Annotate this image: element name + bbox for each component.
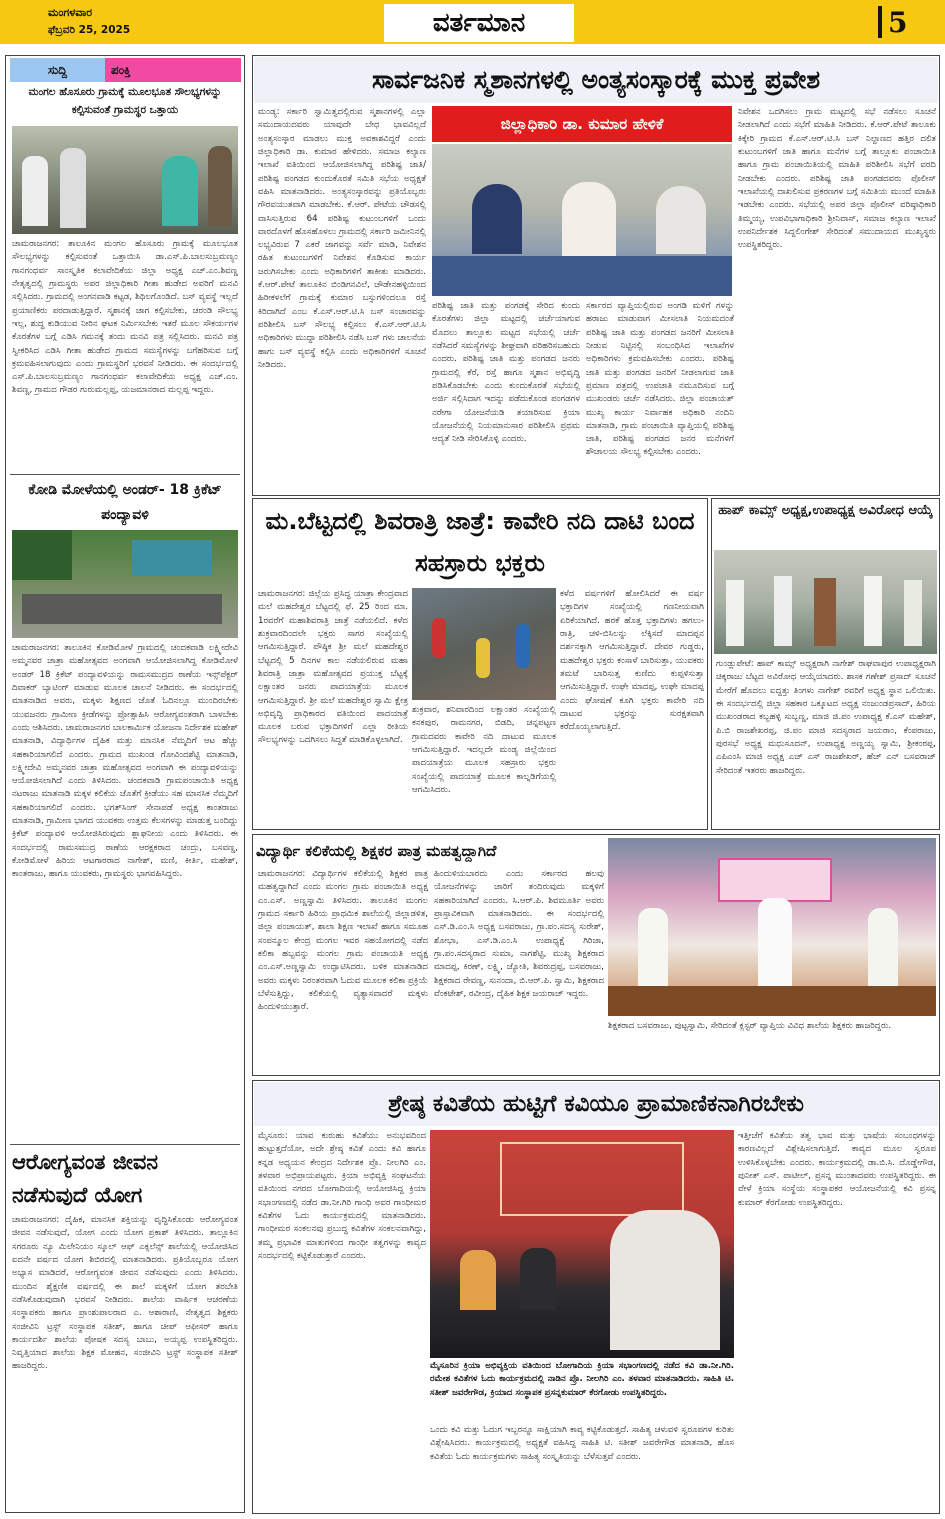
- poet-col1: ಮೈಸೂರು: ಯಾವ ಕುರುಹು ಕವಿತೆಯು ಅನುಭವದಿಂದ ಹುಟ್ಟುತ್ತದೆಯೋ, ಅದೇ ಶ್ರೇಷ್ಠ ಕವಿತೆ ಎಂದು ಕವಿ ಹಾಗೂ ಕನ್ನಡ ಅಧ್ಯಯನ ಕೇಂದ್ರದ ನಿರ್ದೇಶಕ ಪ್ರೊ. ನೀಲಗಿರಿ ಎಂ. ತಳವಾರ ಅಭಿಪ್ರಾಯಪಟ್ಟರು. ಕ್ರಿಯಾ ಅಭಿವ್ಯಕ್ತಿ ಸಂಘಟನೆಯ ವತಿಯಿಂದ ನಗರದ ಬೋಗಾದಿಯಲ್ಲಿ ಆಯೋಜಿಸಿದ್ದ ಕ್ರಿಯಾ ಸಭಾಂಗಣದಲ್ಲಿ ನಡೆದ ಡಾ.ನೀ.ಗಿರಿ ಗಾಂಧಿ ಅವರ ಗಾಂಧೀಮರ ಕವಿತೆಗಳ ಓದು ಕಾರ್ಯಕ್ರಮದಲ್ಲಿ ಮಾತನಾಡಿದರು. ಗಾಂಧೀಮರ ಸಂಕಲನವು ಪ್ರಬುದ್ಧ ಕವಿತೆಗಳ ಸಂಕಲನವಾಗಿದ್ದು, ತಮ್ಮ ಪ್ರಭಾವಿಕ ಮಾತುಗಳಿಂದ ಗಾಂಧೀ ತತ್ವಗಳನ್ನು ಕಾವ್ಯದ ಸಂದರ್ಭದಲ್ಲಿ ಕಟ್ಟಿಕೊಡುತ್ತಾರೆ ಎಂದರು.: [258, 1131, 426, 1261]
- jatre-photo: [412, 588, 556, 700]
- sidebar-divider-1: [10, 474, 240, 475]
- lead-badge: ಜಿಲ್ಲಾಧಿಕಾರಿ ಡಾ. ಕುಮಾರ ಹೇಳಿಕೆ: [432, 106, 732, 142]
- jatre-col1: ಚಾಮರಾಜನಗರ: ಜಿಲ್ಲೆಯ ಪ್ರಸಿದ್ಧ ಯಾತ್ರಾ ಕೇಂದ್ರವಾದ ಮಲೆ ಮಹದೇಶ್ವರ ಬೆಟ್ಟದಲ್ಲಿ ಫೆ. 25 ರಿಂದ ಮಾ. 1ರವರೆಗೆ ಮಹಾಶಿವರಾತ್ರಿ ಜಾತ್ರೆ ನಡೆಯಲಿದೆ. ಕಳೆದ ಶುಕ್ರವಾರದಿಂದಲೇ ಭಕ್ತರು ಸಾಗರ ಸಂಖ್ಯೆಯಲ್ಲಿ ಆಗಮಿಸುತ್ತಿದ್ದಾರೆ. ಪೌಷ್ಠಿಕ ಶ್ರೀ ಮಲೆ ಮಹದೇಶ್ವರ ಬೆಟ್ಟದಲ್ಲಿ 5 ದಿನಗಳ ಕಾಲ ನಡೆಯಲಿರುವ ಮಹಾ ಶಿವರಾತ್ರಿ ಜಾತ್ರಾ ಮಹೋತ್ಸವದ ಪ್ರಯುಕ್ತ ಬೆಟ್ಟಕ್ಕೆ ಲಕ್ಷಾಂತರ ಜನರು ಪಾದಯಾತ್ರೆಯ ಮೂಲಕ ಆಗಮಿಸುತ್ತಿದ್ದಾರೆ. ಶ್ರೀ ಮಲೆ ಮಹದೇಶ್ವರ ಸ್ವಾಮಿ ಕ್ಷೇತ್ರ ಅಭಿವೃದ್ಧಿ ಪ್ರಾಧಿಕಾರದ ವತಿಯಿಂದ ಪಾದಯಾತ್ರೆ ಮೂಲಕ ಬರುವ ಭಕ್ತಾದಿಗಳಿಗೆ ಎಲ್ಲಾ ರೀತಿಯ ಸೌಲಭ್ಯಗಳನ್ನು ಒದಗಿಸಲು ಸಿದ್ಧತೆ ಮಾಡಿಕೊಳ್ಳಲಾಗಿದೆ.: [258, 589, 408, 746]
- sidebar-story3-headline: ಆರೋಗ್ಯವಂತ ಜೀವನ ನಡೆಸುವುದೆ ಯೋಗ: [12, 1150, 159, 1207]
- lead-headline: ಸಾರ್ವಜನಿಕ ಸ್ಮಶಾನಗಳಲ್ಲಿ ಅಂತ್ಯಸಂಸ್ಕಾರಕ್ಕೆ ಮುಕ್ತ ಪ್ರವೇಶ: [254, 57, 938, 103]
- teacher-headline: ವಿದ್ಯಾರ್ಥಿ ಕಲಿಕೆಯಲ್ಲಿ ಶಿಕ್ಷಕರ ಪಾತ್ರ ಮಹತ್ವದ್ದಾಗಿದೆ: [256, 842, 497, 860]
- masthead-date: ಫೆಬ್ರವರಿ 25, 2025: [48, 24, 131, 36]
- page-number: 5: [888, 6, 908, 39]
- lead-col3: ಸರ್ಕಾರದ ವ್ಯಾಪ್ತಿಯಲ್ಲಿರುವ ಅಂಗಡಿ ಮಳಿಗೆ ಗಳನ್ನು ಹರಾಜು ಮಾಡುವಾಗ ಮೀಸಲಾತಿ ನಿಯಮದಂತೆ ಪರಿಶಿಷ್ಟ ಜಾತಿ ಮತ್ತು ಪಂಗಡದ ಜನರಿಗೆ ಮೀಸಲಾತಿ ನೀಡುವ ನಿಟ್ಟಿನಲ್ಲಿ ಸಂಬಂಧಿಸಿದ ಇಲಾಖೆಗಳ ಅಧಿಕಾರಿಗಳು ಕ್ರಮವಹಿಸಬೇಕು ಎಂದರು. ಪರಿಶಿಷ್ಟ ಜಾತಿ ಮತ್ತು ಪಂಗಡದ ಜನರಿಗೆ ನೀಡಲಾಗುವ ಜಾತಿ ಪ್ರಮಾಣ ಪತ್ರದಲ್ಲಿ ಉಪಜಾತಿ ನಮೂದಿಸುವ ಬಗ್ಗೆ ಮುಖಂಡರು ಚರ್ಚೆ ನಡೆಸಿದರು. ಜಿಲ್ಲಾ ಪಂಚಾಯತ್ ಮುಖ್ಯ ಕಾರ್ಯ ನಿರ್ವಾಹಕ ಅಧಿಕಾರಿ ನಂದಿನಿ ಮಾತನಾಡಿ, ಗ್ರಾಮ ಪಂಚಾಯಿತಿ ವ್ಯಾಪ್ತಿಯಲ್ಲಿ ಪರಿಶಿಷ್ಟ ಜಾತಿ, ಪರಿಶಿಷ್ಟ ಪಂಗಡದ ಜನರ ಮನೆಗಳಿಗೆ ಶೌಚಾಲಯ ಸೌಲಭ್ಯ ಕಲ್ಪಿಸಬೇಕು ಎಂದರು.: [586, 301, 734, 458]
- sidebar-story2-headline: ಕೋಡಿ ಮೋಳೆಯಲ್ಲಿ ಅಂಡರ್- 18 ಕ್ರಿಕೆಟ್ ಪಂದ್ಯಾವಳಿ: [28, 482, 222, 523]
- hopcoms-photo: [714, 550, 937, 654]
- teacher-caption: ಶಿಕ್ಷಕರಾದ ಬಸವರಾಜು, ಪುಟ್ಟಸ್ವಾಮಿ, ಸೇರಿದಂತೆ ಕ್ಲಸ್ಟರ್ ವ್ಯಾಪ್ತಿಯ ವಿವಿಧ ಶಾಲೆಯ ಶಿಕ್ಷಕರು ಹಾಜರಿದ್ದರು.: [608, 1021, 892, 1031]
- hopcoms-body: ಗುಂಡ್ಲುಪೇಟೆ: ಹಾಪ್ ಕಾಮ್ಸ್ ಅಧ್ಯಕ್ಷರಾಗಿ ನಾಗೇಶ್ ರಾಘವಾಪುರ ಉಪಾಧ್ಯಕ್ಷರಾಗಿ ಚಿಕ್ಕರಾಜು ಬೆಟ್ಟದ ಅವಿರೋಧ ಆಯ್ಕೆಯಾದರು. ಶಾಸಕ ಗಣೇಶ್ ಪ್ರಸಾದ್ ಸೂಚನೆ ಮೇರೆಗೆ ಹೊದಲು ಐದ್ದತ್ತು ತಿಂಗಳು ನಾಗೇಶ್ ರವರಿಗೆ ಅಧ್ಯಕ್ಷ ಸ್ಥಾನ ಒಲಿಯಿತು. ಈ ಸಂದರ್ಭದಲ್ಲಿ ಜಿಲ್ಲಾ ಸಹಕಾರ ಒಕ್ಕೂಟದ ಅಧ್ಯಕ್ಷ ನಂಜುಂಡಪ್ರಸಾದ್, ಹಿರಿಯ ಮುಖಂಡರಾದ ಕಬ್ಬಹಳ್ಳಿ ಸುಬ್ಬಣ್ಣ, ಮಾಜಿ ಜಿ.ಪಂ ಉಪಾಧ್ಯಕ್ಷ ಕೆ.ಎಸ್ ಮಹೇಶ್, ಪಿ.ಬಿ ರಾಜಶೇಖರಪ್ಪ, ಜಿ.ಪಂ ಮಾಜಿ ಸದಸ್ಯರಾದ ಜಯರಾಂ, ಕೆಂಪರಾಜು, ಪುರಸಭೆ ಅಧ್ಯಕ್ಷ ಮಧುಸೂದನ್, ಉಪಾಧ್ಯಕ್ಷ ಅಣ್ಣಯ್ಯ ಸ್ವಾಮಿ, ಶ್ರೀಕಂಠಪ್ಪ, ಎಪಿಎಂಸಿ ಮಾಜಿ ಅಧ್ಯಕ್ಷ ಎಚ್ ಎಸ್ ರಾಜಶೇಖರ್, ಹೆಚ್ ಎನ್ ಬಸವರಾಜ್ ಸೇರಿದಂತೆ ಇತರರು ಹಾಜರಿದ್ದರು.: [716, 659, 936, 776]
- sidebar-story1-photo: [12, 126, 238, 234]
- sidebar-divider-2: [10, 1144, 240, 1145]
- hopcoms-headline: ಹಾಪ್ ಕಾಮ್ಸ್ ಅಧ್ಯಕ್ಷ,ಉಪಾಧ್ಯಕ್ಷ ಅವಿರೋಧ ಆಯ್ಕೆ: [718, 503, 933, 518]
- sidebar-story2-body: ಚಾಮರಾಜನಗರ: ತಾಲೂಕಿನ ಕೋಡಿಮೋಳೆ ಗ್ರಾಮದಲ್ಲಿ ಚಂದಕವಾಡಿ ಲಕ್ಷ್ಮೀದೇವಿ ಅಮ್ಮನವರ ಜಾತ್ರಾ ಮಹೋತ್ಸವದ ಅಂಗವಾಗಿ ಆಯೋಜಿಸಲಾಗಿದ್ದ ಕೋಡಿಮೋಳೆ ಅಂಡರ್ 18 ಕ್ರಿಕೆಟ್ ಪಂದ್ಯಾವಳಿಯನ್ನು ರಾಮಸಮುದ್ರದ ಠಾಣೆಯ ಇನ್ಸ್‌ಪೆಕ್ಟರ್ ದಿವಾಕರ್ ಬ್ಯಾಟಿಂಗ್ ಮಾಡುವ ಮೂಲಕ ಚಾಲನೆ ನೀಡಿದರು. ಈ ಸಂದರ್ಭದಲ್ಲಿ ಮಾತನಾಡಿದ ಅವರು, ಮಕ್ಕಳು ಶಿಕ್ಷಣದ ಜೊತೆ ಓದಿನಲ್ಲೂ ಮುಂದಿರಬೇಕು ಯುವಜನರು ಗ್ರಾಮೀಣ ಕ್ರೀಡೆಗಳನ್ನು ಪ್ರೋತ್ಸಾಹಿಸಿ ಆರೋಗ್ಯವಂತರಾಗಿ ಬಾಳಬೇಕು ಎಂದು ಆಶಿಸಿದರು. ಚಾಮರಾಜನಗರ ಬಾಲಕಾರ್ಮಿಕ ಯೋಜನಾ ನಿರ್ದೇಶಕ ಮಹೇಶ್ ಮಾತನಾಡಿ, ವಿದ್ಯಾರ್ಥಿಗಳ ದೈಹಿಕ ಮತ್ತು ಮಾನಸಿಕ ನೆಮ್ಮದಿಗೆ ಆಟ ಹೆಚ್ಚು ಸಹಕಾರಿಯಾಗಲಿದೆ ಎಂದರು. ಗ್ರಾಮದ ಮುಖಂಡ ಗೋವಿಂದಶೆಟ್ಟಿ ಮಾತನಾಡಿ, ಲಕ್ಷ್ಮೀದೇವಿ ಅಮ್ಮನವರ ಜಾತ್ರಾ ಮಹೋತ್ಸವದ ಅಂಗವಾಗಿ ಈ ಪಂದ್ಯಾವಳಿಯನ್ನು ಆಯೋಜಿಸಲಾಗಿದೆ ಎಂದು ತಿಳಿಸಿದರು. ಚಂದಕವಾಡಿ ಗ್ರಾಮಪಂಚಾಯಿತಿ ಅಧ್ಯಕ್ಷ ನಟರಾಜು ಮಾತನಾಡಿ ಮಕ್ಕಳ ಕಲಿಕೆಯ ಜೊತೆಗೆ ಕ್ರೀಡೆಯು ಸಹ ಮಾನಸಿಕ ನೆಮ್ಮದಿಗೆ ಸಹಕಾರಿಯಾಗಲಿದೆ ಎಂದರು. ಭಗತ್‌ಸಿಂಗ್ ಸೇನಾಪಡೆ ಅಧ್ಯಕ್ಷ ಕಾಂತರಾಜು ಮಾತನಾಡಿ, ಗ್ರಾಮೀಣ ಭಾಗದ ಯುವಕರು ಉತ್ತಮ ಕೆಲಸಗಳನ್ನು ಮಾಡುತ್ತ ಬಂದಿದ್ದು ಕ್ರಿಕೆಟ್ ಪಂದ್ಯಾವಳಿ ಆಯೋಜಿಸಿರುವುದು ಶ್ಲಾಘನೀಯ ಎಂದು ತಿಳಿಸಿದರು. ಈ ಸಂದರ್ಭದಲ್ಲಿ ರಾಮಸಮುದ್ರ ಠಾಣೆಯ ಆರಕ್ಷಕರಾದ ಚಂದ್ರು, ಬಸವಣ್ಣ, ಕೋಡಿಮೋಳೆ ಹಿರಿಯ ಆಟಗಾರರಾದ ನಾಗೇಶ್, ಮಣಿ, ಕೀರ್ತಿ, ಮಹೇಶ್, ಕಾಂತರಾಜು, ಹಾಗೂ ಯುವಕರು, ಗ್ರಾಮಸ್ಥರು ಭಾಗವಹಿಸಿದ್ದರು.: [12, 643, 238, 880]
- teacher-photo: [608, 838, 936, 1016]
- jatre-headline: ಮ.ಬೆಟ್ಟದಲ್ಲಿ ಶಿವರಾತ್ರಿ ಜಾತ್ರೆ: ಕಾವೇರಿ ನದಿ ದಾಟಿ ಬಂದ ಸಹಸ್ರಾರು ಭಕ್ತರು: [265, 507, 695, 577]
- lead-photo: [432, 144, 732, 296]
- poet-col3: ಇತ್ತೀಚೆಗೆ ಕವಿತೆಯ ತತ್ವ ಭಾವ ಮತ್ತು ಭಾಷೆಯ ಸಂಬಂಧಗಳನ್ನು ಕಾರಣವಿಲ್ಲದೆ ವಿಶ್ಲೇಷಿಸಲಾಗುತ್ತಿದೆ. ಕಾವ್ಯದ ಮೂಲ ಸ್ವರೂಪ ಉಳಿಸಿಕೊಳ್ಳಬೇಕು ಎಂದರು. ಕಾರ್ಯಕ್ರಮದಲ್ಲಿ ಡಾ.ಬಿ.ಸಿ. ದೊಡ್ಡೇಗೌಡ, ಪುನೀತ್ ಎಸ್. ಪಾಟೀಲ್, ಪ್ರಸನ್ನ ಮುಂತಾದವರು ಉಪಸ್ಥಿತರಿದ್ದರು. ಈ ವೇಳೆ ಕ್ರಿಯಾ ಸಂಸ್ಥೆಯ ಸಂಸ್ಥಾಪಕರ ಆಯೋಜನೆಯಲ್ಲಿ ಕವಿ ಪ್ರಸನ್ನ ಕುಮಾರ್ ಕೆರಗೋಡು ಉಪಸ್ಥಿತರಿದ್ದರು.: [738, 1131, 936, 1208]
- teacher-col1: ಚಾಮರಾಜನಗರ: ವಿದ್ಯಾರ್ಥಿಗಳ ಕಲಿಕೆಯಲ್ಲಿ ಶಿಕ್ಷಕರ ಪಾತ್ರ ಮಹತ್ವದ್ದಾಗಿದೆ ಎಂದು ಮಂಗಲ ಗ್ರಾಮ ಪಂಚಾಯಿತಿ ಅಧ್ಯಕ್ಷ ಎಂ.ಎಸ್. ಅಣ್ಣಸ್ವಾಮಿ ತಿಳಿಸಿದರು. ತಾಲೂಕಿನ ಮಂಗಲ ಗ್ರಾಮದ ಸರ್ಕಾರಿ ಹಿರಿಯ ಪ್ರಾಥಮಿಕ ಶಾಲೆಯಲ್ಲಿ ಜಿಲ್ಲಾಡಳಿತ, ಜಿಲ್ಲಾ ಪಂಚಾಯತ್, ಶಾಲಾ ಶಿಕ್ಷಣ ಇಲಾಖೆ ಹಾಗೂ ಸಮೂಹ ಸಂಪನ್ಮೂಲ ಕೇಂದ್ರ ಮಂಗಲ ಇವರ ಸಹಯೋಗದಲ್ಲಿ ನಡೆದ ಕಲಿಕಾ ಹಬ್ಬವನ್ನು ಮಂಗಲ ಗ್ರಾಮ ಪಂಚಾಯತಿ ಅಧ್ಯಕ್ಷ ಎಂ.ಎಸ್.ಅಣ್ಣಸ್ವಾಮಿ ಉದ್ಘಾಟಿಸಿದರು. ಬಳಿಕ ಮಾತನಾಡಿದ ಅವರು ಮಕ್ಕಳು ನಿರಂತರವಾಗಿ ಓದುವ ಮೂಲಕ ಕಲಿಕಾ ಪ್ರಕ್ರಿಯೆ ಬೆಳೆಸುತ್ತಿದ್ದು, ಕಲಿಕೆಯಲ್ಲಿ ವ್ಯತ್ಯಾಸವಾದರೆ ಮಕ್ಕಳು ಹಿಂದುಳಿಯುತ್ತಾರೆ.: [258, 869, 428, 1013]
- lead-col1: ಮಂಡ್ಯ: ಸರ್ಕಾರಿ ಸ್ವಾಮಿತ್ವದಲ್ಲಿರುವ ಸ್ಮಶಾನಗಳಲ್ಲಿ ಎಲ್ಲಾ ಸಮುದಾಯದವರು ಯಾವುದೇ ಬೇಧ ಭಾವವಿಲ್ಲದೆ ಅಂತ್ಯಸಂಸ್ಕಾರ ಮಾಡಲು ಮುಕ್ತ ಅವಕಾಶವಿದ್ದರೆ ಎಂದು ಜಿಲ್ಲಾಧಿಕಾರಿ ಡಾ. ಕುಮಾರ ಹೇಳಿದರು. ಸಮಾಜ ಕಲ್ಯಾಣ ಇಲಾಖೆ ವತಿಯಿಂದ ಆಯೋಜಿಸಲಾಗಿದ್ದ ಪರಿಶಿಷ್ಟ ಜಾತಿ/ ಪರಿಶಿಷ್ಟ ಪಂಗಡದ ಕುಂದುಕೊರತೆ ಸಮಿತಿ ಸಭೆಯ ಅಧ್ಯಕ್ಷತೆ ವಹಿಸಿ ಮಾತನಾಡಿದರು. ಅಂತ್ಯಸಂಸ್ಕಾರವನ್ನು ಪ್ರತಿಯೊಬ್ಬರು ಗೌರವಯುತವಾಗಿ ಮಾಡಬೇಕು. ಕೆ.ಆರ್. ಪೇಟೆಯ ಚೌಡಸಲ್ಲಿ ವಾಸಿಸುತ್ತಿರುವ 64 ಪರಿಶಿಷ್ಟ ಕುಟುಂಬಗಳಿಗೆ ಒಂದು ವಾರದೊಳಗೆ ಹೊಸಹೊಳಲು ಗ್ರಾಮದಲ್ಲಿ ಸರ್ಕಾರಿ ಜಮೀನಿನಲ್ಲಿ ಲಭ್ಯವಿರುವ 7 ಎಕರೆ ಜಾಗವನ್ನು ಸರ್ವೆ ಮಾಡಿ, ನಿವೇಶನ ರಹಿತ ಕುಟುಂಬಗಳಿಗೆ ನಿವೇಶನ ಕೊಡಿಸುವ ಕಾರ್ಯ ಜರುಗಿಸಬೇಕು ಎಂದು ಅಧಿಕಾರಿಗಳಿಗೆ ತಾಕೀತು ಮಾಡಿದರು. ಕೆ.ಆರ್.ಪೇಟೆ ತಾಲೂಕಿನ ಬಿಂಡಿಗನವಿಲೆ, ಚೌಡೇನಹಳ್ಳಿಯಿಂದ ಹಿರೀಕಳಲೆಗೆ ಗ್ರಾಮಕ್ಕೆ ಕುಮಾರ ಬಸ್ಸುಗಳಿಂದಲೂ ರಸ್ತೆ ಕಿರಿದಾಗಿದೆ ಎಂಬ ಕೆ.ಎಸ್.ಆರ್.ಟಿ.ಸಿ ಬಸ್ ಸಂಚಾರವನ್ನು ಪರಿಶೀಲಿಸಿ ಬಸ್ ಸೌಲಭ್ಯ ಕಲ್ಪಿಸಲು ಕೆ.ಎಸ್.ಆರ್.ಟಿ.ಸಿ ಅಧಿಕಾರಿಗಳು ಮುದ್ದಾ ಪರಿಶೀಲಿಸಿ ನಡೆಸಿ ಬಸ್ ಗಳು ಚಾಲನೆಯ ಹಾಗು ಬಸ್ ವ್ಯವಸ್ಥೆ ಕಲ್ಪಿಸಿ ಎಂದು ಅಧಿಕಾರಿಗಳಿಗೆ ಸೂಚನೆ ನೀಡಿದರು.: [258, 107, 426, 370]
- poet-photo: [430, 1130, 734, 1358]
- jatre-col2: ಶುಕ್ರವಾರ, ಶನಿವಾರದಿಂದ ಲಕ್ಷಾಂತರ ಸಂಖ್ಯೆಯಲ್ಲಿ ಕನಕಪುರ, ರಾಮನಗರ, ಬಿಡದಿ, ಚನ್ನಪಟ್ಟಣ ಗ್ರಾಮದವರು ಕಾವೇರಿ ನದಿ ದಾಟುವ ಮೂಲಕ ಆಗಮಿಸುತ್ತಿದ್ದಾರೆ. ಇದಲ್ಲದೇ ಮಂಡ್ಯ ಜಿಲ್ಲೆಯಿಂದ ಪಾದಯಾತ್ರೆಯ ಮೂಲಕ ಸಹಸ್ರಾರು ಭಕ್ತರು ಸಂಖ್ಯೆಯಲ್ಲಿ ಪಾದಯಾತ್ರೆ ಮೂಲಕ ಕಾಲ್ನಡಿಗೆಯಲ್ಲಿ ಆಗಮಿಸಿದರು.: [412, 705, 556, 795]
- sidebar-story3-body: ಚಾಮರಾಜನಗರ: ದೈಹಿಕ, ಮಾನಸಿಕ ಶಕ್ತಿಯನ್ನು ವೃದ್ಧಿಸಿಕೊಂಡು ಆರೋಗ್ಯವಂತ ಜೀವನ ನಡೆಸುವುದೆ, ಯೋಗ ಎಂದು ಯೋಗ ಪ್ರಕಾಶ್ ತಿಳಿಸಿದರು. ತಾಲ್ಲೂಕಿನ ಸಗರೂರು ನ್ಯೂ ಮಿಲೇನಿಯಂ ಸ್ಕೂಲ್ ಆಫ್ ಎಕ್ಸಲೆನ್ಸ್ ಶಾಲೆಯಲ್ಲಿ ಆಯೋಜಿಸಿದ ಐದನೇ ವರ್ಷದ ಯೋಗ ಶಿಬಿರದಲ್ಲಿ ಮಾತನಾಡಿದರು. ಪ್ರತಿಯೊಬ್ಬರೂ ಯೋಗ ಅಭ್ಯಾಸ ಮಾಡಿದರೆ, ಆರೋಗ್ಯವಂತ ಜೀವನ ನಡೆಸುವುದು ಎಂದು ತಿಳಿಸಿದರು. ಮುಂದಿನ ಶೈಕ್ಷಣಿಕ ವರ್ಷದಲ್ಲಿ ಈ ಶಾಲೆ ಮಕ್ಕಳಿಗೆ ಯೋಗ ತರಬೇತಿ ನಡೆಸಿಕೊಡುವುದಾಗಿ ಭರವಸೆ ನೀಡಿದರು. ಶಾಲೆಯ ವಾರ್ಷಿಕ ಆಚರಣೆಯ ಸಂಸ್ಥಾಪಕರು ಹಾಗೂ ಪ್ರಾಂಶುಪಾಲರಾದ ಎ. ಆಶಾರಾಣಿ, ನೇತೃತ್ವದ ಶಿಕ್ಷಕರು ಸಂಜೀವಿನಿ ಟ್ರಸ್ಟ್ ಸಂಸ್ಥಾಪಕ ಸತೀಶ್, ಹಾಗೂ ಚೀಪ್ ಆಫೀಸರ್ ಹಾಗೂ ಕಾರ್ಯದರ್ಶಿ ಶಾಲೆಯ ಪೋಷಕ ಸದಸ್ಯ ಬಾಬು, ಅಯ್ಯಪ್ಪ ಉಪಸ್ಥಿತರಿದ್ದರು. ನಿವೃತ್ತಿಯಾದ ಶಾಲೆಯ ಶಿಕ್ಷಕ ಮೋಹನ, ಸಂಜೀವಿನಿ ಟ್ರಸ್ಟ್ ಸಂಸ್ಥಾಪಕ ಸತೀಶ್ ಹಾಜರಿದ್ದರು.: [12, 1215, 238, 1372]
- tag-suddi: ಸುದ್ದಿ: [10, 58, 105, 82]
- sidebar-story1-body: ಚಾಮರಾಜನಗರ: ತಾಲೂಕಿನ ಮಂಗಲ ಹೊಸೂರು ಗ್ರಾಮಕ್ಕೆ ಮೂಲಭೂತ ಸೌಲಭ್ಯಗಳನ್ನು ಕಲ್ಪಿಸುವಂತೆ ಒತ್ತಾಯಿಸಿ ಡಾ.ಎಸ್.ಪಿ.ಬಾಲಸುಬ್ರಮಣ್ಯಂ ಗಾನಗಂಧರ್ವ ಸಾಂಸ್ಕೃತಿಕ ಕಲಾವೇದಿಕೆಯ ಜಿಲ್ಲಾ ಅಧ್ಯಕ್ಷ ಎಚ್.ಎಂ.ಶಿವಣ್ಣ ನೇತೃತ್ವದಲ್ಲಿ ಗ್ರಾಮಸ್ಥರು ಅಪರ ಜಿಲ್ಲಾಧಿಕಾರಿ ಗೀತಾ ಹುಡೇದ ಅವರಿಗೆ ಮನವಿ ಸಲ್ಲಿಸಿದರು. ಗ್ರಾಮದಲ್ಲಿ ಅಂಗನವಾಡಿ ಕಟ್ಟಡ, ಶಿಥಿಲಗೊಂಡಿದೆ. ಬಸ್ ವ್ಯವಸ್ಥೆ ಇಲ್ಲದೆ ಪ್ರಯಾಣಿಕರು ಪರದಾಡುತ್ತಿದ್ದಾರೆ. ಸ್ಮಶಾನಕ್ಕೆ ಜಾಗ ಕಲ್ಪಿಸಬೇಕು, ಚರಂಡಿ ಸೌಲಭ್ಯ ಇಲ್ಲ, ಶುದ್ಧ ಕುಡಿಯುವ ನೀರಿನ ಘಟಕ ನಿರ್ಮಿಸಬೇಕು ಇತರೆ ಮೂಲ ಸೌಕರ್ಯಗಳ ಕೊರತೆಗಳ ಬಗ್ಗೆ ಎಡಿಸಿ ಗಮನಕ್ಕೆ ತಂದು ಮನವಿ ಪತ್ರ ಸಲ್ಲಿಸಿದರು. ಮನವಿ ಪತ್ರ ಸ್ವೀಕರಿಸಿದ ಎಡಿಸಿ ಗೀತಾ ಹುಡೇದ ಗ್ರಾಮದ ಸಮಸ್ಯೆಗಳನ್ನು ಬಗೆಹರಿಸುವ ಬಗ್ಗೆ ಕ್ರಮವಹಿಸಲಾಗುವುದು ಎಂದು ಗ್ರಾಮಸ್ಥರಿಗೆ ಭರವಸೆ ನೀಡಿದರು. ಈ ಸಂದರ್ಭದಲ್ಲಿ ಎಸ್.ಪಿ.ಬಾಲಸುಬ್ರಮಣ್ಯಂ ಗಾನಗಂಧರ್ವ ಕಲಾವೇದಿಕೆಯ ಅಧ್ಯಕ್ಷ ಎಚ್.ಎಂ. ಶಿವಣ್ಣ, ಗ್ರಾಮದ ಗೌಡರ ಗುರುಮಲ್ಲಪ್ಪ, ಯಜಮಾನರಾದ ಮಲ್ಲಪ್ಪ ಇದ್ದರು.: [12, 239, 238, 396]
- sidebar-story1-headline: ಮಂಗಲ ಹೊಸೂರು ಗ್ರಾಮಕ್ಕೆ ಮೂಲಭೂತ ಸೌಲಭ್ಯಗಳನ್ನು ಕಲ್ಪಿಸುವಂತೆ ಗ್ರಾಮಸ್ಥರ ಒತ್ತಾಯ: [28, 86, 222, 116]
- poet-col2: ಒಂದು ಕವಿ ಮತ್ತು ಓದುಗ ಇಬ್ಬರನ್ನೂ ಸಾಕ್ಷಿಯಾಗಿ ಕಾವ್ಯ ಕಟ್ಟಿಕೊಡುತ್ತದೆ. ಸಾಹಿತ್ಯ ಚಳುವಳಿ ಸ್ವರೂಪಗಳ ಕುರಿತು ವಿಶ್ಲೇಷಿಸಿದರು. ಕಾರ್ಯಕ್ರಮದಲ್ಲಿ ಅಧ್ಯಕ್ಷತೆ ವಹಿಸಿದ್ದ ಸಾಹಿತಿ ಟಿ. ಸತೀಶ್ ಜವರೇಗೌಡ ಮಾತನಾಡಿ, ಹೊಸ ಕವಿತೆಯ ಓದು ಕಾರ್ಯಕ್ರಮಗಳು ಸಾಹಿತ್ಯ ಸಂಸ್ಕೃತಿಯನ್ನು ಬೆಳೆಸುತ್ತವೆ ಎಂದರು.: [430, 1425, 734, 1462]
- teacher-col2: ಹಿಂದುಳಿಯಬಾರದು ಎಂದು ಸರ್ಕಾರದ ಹಲವು ಯೋಜನೆಗಳನ್ನು ಜಾರಿಗೆ ತಂದಿರುವುದು ಮಕ್ಕಳಿಗೆ ಸಹಕಾರಿಯಾಗಿದೆ ಎಂದರು. ಸಿ.ಆರ್.ಪಿ. ಶಿವಮೂರ್ತಿ ಅವರು ಪ್ರಾಸ್ತಾವಿಕವಾಗಿ ಮಾತನಾಡಿದರು. ಈ ಸಂದರ್ಭದಲ್ಲಿ ಎಸ್.ಡಿ.ಎಂ.ಸಿ ಅಧ್ಯಕ್ಷ ಬಸವರಾಜು, ಗ್ರಾ.ಪಂ.ಸದಸ್ಯ ಸುರೇಶ್, ಶೋಭಾ, ಎಸ್.ಡಿ.ಎಂ.ಸಿ ಉಪಾಧ್ಯಕ್ಷೆ ಗಿರಿಜಾ, ಗ್ರಾ.ಪಂ.ಸದಸ್ಯರಾದ ಸುಮಾ, ನಾಗಶೆಟ್ಟಿ, ಮುಖ್ಯ ಶಿಕ್ಷಕರಾದ ಮಾದಪ್ಪ, ಕಿರಣ್, ಲಕ್ಷ್ಮಿ, ಜ್ಯೋತಿ, ಶಿವರುದ್ರಪ್ಪ, ಬಸವರಾಜು, ಶಿಕ್ಷಕರಾದ ರೇವಣ್ಣ, ಸುನಂದಾ, ಬಿ.ಆರ್.ಪಿ. ಸ್ವಾಮಿ, ಶಿಕ್ಷಕರಾದ ವೆಂಕಟೇಶ್, ರವೀಂದ್ರ, ದೈಹಿಕ ಶಿಕ್ಷಕ ಜಯರಾಜ್ ಇದ್ದರು.: [434, 869, 604, 999]
- jatre-col3: ಕಳೆದ ವರ್ಷಗಳಿಗೆ ಹೋಲಿಸಿದರೆ ಈ ವರ್ಷ ಭಕ್ತಾದಿಗಳ ಸಂಖ್ಯೆಯಲ್ಲಿ ಗಣನೀಯವಾಗಿ ಏರಿಕೆಯಾಗಿದೆ. ಹರಕೆ ಹೊತ್ತ ಭಕ್ತಾದಿಗಳು ಹಗಲು-ರಾತ್ರಿ, ಚಳಿ-ಬಿಸಿಲನ್ನು ಲೆಕ್ಕಿಸದೆ ಮಾದಪ್ಪನ ದರ್ಶನಕ್ಕಾಗಿ ಆಗಮಿಸುತ್ತಿದ್ದಾರೆ. ದೇವರ ಗುಡ್ಡರು, ಮಹದೇಶ್ವರ ಭಕ್ತರು ಕಂಸಾಳೆ ಬಾರಿಸುತ್ತಾ, ಯುವಕರು ತಮಟೆ ಬಾರಿಸುತ್ತ ಕುಣಿದು ಕುಪ್ಪಳಿಸುತ್ತಾ ಆಗಮಿಸುತ್ತಿದ್ದಾರೆ. ಉಘೇ ಮಾದಪ್ಪ, ಉಘೇ ಮಾದಪ್ಪ ಎಂದು ಘೋಷಣೆ ಕೂಗಿ ಭಕ್ತರು ಕಾವೇರಿ ನದಿ ದಾಟುವ ಭಕ್ತರನ್ನು ಸುರಕ್ಷತವಾಗಿ ಕರೆದೊಯ್ಯಲಾಗುತ್ತಿದೆ.: [560, 589, 704, 733]
- page-number-marker: [878, 6, 882, 38]
- poet-headline: ಶ್ರೇಷ್ಠ ಕವಿತೆಯ ಹುಟ್ಟಿಗೆ ಕವಿಯೂ ಪ್ರಾಮಾಣಿಕನಾಗಿರಬೇಕು: [254, 1082, 938, 1126]
- masthead-title: ವರ್ತಮಾನ: [384, 4, 574, 42]
- lead-col2: ಪರಿಶಿಷ್ಟ ಜಾತಿ ಮತ್ತು ಪಂಗಡಕ್ಕೆ ಸೇರಿದ ಕುಂದು ಕೊರತೆಗಳು ಜಿಲ್ಲಾ ಮಟ್ಟದಲ್ಲಿ ಚರ್ಚೆಯಾಗುವ ಮೊದಲು ತಾಲ್ಲೂಕು ಮಟ್ಟದ ಸಭೆಯಲ್ಲಿ ಚರ್ಚೆ ನಡೆಸಿದರೆ ಸಮಸ್ಯೆಗಳನ್ನು ಶೀಘ್ರವಾಗಿ ಪರಿಹರಿಸಬಹುದು ಎಂದರು. ಪರಿಶಿಷ್ಟ ಜಾತಿ ಮತ್ತು ಪಂಗಡದ ಜನರು ಗ್ರಾಮದಲ್ಲಿ ಕೆರೆ, ರಸ್ತೆ ಹಾಗೂ ಸ್ಮಶಾನ ಅಭಿವೃದ್ಧಿ ಪಡಿಸಿಕೊಡಬೇಕು ಎಂದು ಕುಂದುಕೊರತೆ ಸಭೆಯಲ್ಲಿ ಅರ್ಜಿ ಸಲ್ಲಿಸಿದಾಗ ಇದನ್ನು ಪಡೆದುಕೊಂಡ ಪಂಗಡಗಳ ನರೇಗಾ ಯೋಜನೆಯಡಿ ತಯಾರಿಸುವ ಕ್ರಿಯಾ ಯೋಜನೆಯಲ್ಲಿ ನಿಯಮಾನುಸಾರ ಪರಿಶೀಲಿಸಿ ಪ್ರಥಮ ಆದ್ಯತೆ ನೀಡಿ ಸೇರಿಸಿಕೊಳ್ಳಿ ಎಂದರು.: [432, 301, 580, 445]
- sidebar-story2-photo: [12, 530, 238, 638]
- tag-pankti: ಪಂಕ್ತಿ: [105, 58, 241, 82]
- masthead-day: ಮಂಗಳವಾರ: [48, 6, 93, 19]
- poet-caption: ಮೈಸೂರಿನ ಕ್ರಿಯಾ ಅಭಿವ್ಯಕ್ತಿಯ ವತಿಯಿಂದ ಬೋಗಾದಿಯ ಕ್ರಿಯಾ ಸಭಾಂಗಣದಲ್ಲಿ ನಡೆದ ಕವಿ ಡಾ.ನೀ.ಗಿರಿ. ರಮೇಶ ಕವಿತೆಗಳ ಓದು ಕಾರ್ಯಕ್ರಮದಲ್ಲಿ ನಾಡಿನ ಪ್ರೊ. ನೀಲಗಿರಿ ಎಂ. ತಳವಾರ ಮಾತನಾಡಿದರು. ಸಾಹಿತಿ ಟಿ. ಸತೀಶ್ ಜವರೇಗೌಡ, ಕ್ರಿಯಾದ ಸಂಸ್ಥಾಪಕ ಪ್ರಸನ್ನಕುಮಾರ್ ಕೆರಗೋಡು ಉಪಸ್ಥಿತರಿದ್ದರು.: [430, 1361, 734, 1398]
- lead-col4: ನಿವೇಶನ ಒದಗಿಸಲು ಗ್ರಾಮ ಮಟ್ಟದಲ್ಲಿ ಸಭೆ ನಡೆಸಲು ಸೂಚನೆ ನೀಡಲಾಗಿದೆ ಎಂದು ಸಭೆಗೆ ಮಾಹಿತಿ ನೀಡಿದರು. ಕೆ.ಆರ್.ಪೇಟೆ ತಾಲೂಕು ಕಿಕ್ಕೇರಿ ಗ್ರಾಮದ ಕೆ.ಎಸ್.ಆರ್.ಟಿ.ಸಿ ಬಸ್ ನಿಲ್ದಾಣದ ಹತ್ತಿರ ದಲಿತ ಕುಟುಂಬಗಳಿಗೆ ಜಾತಿ ಹಾಗೂ ಮನೆಗಳ ಬಗ್ಗೆ ತಾಲ್ಲೂಕು ಪಂಚಾಯಿತಿ ಹಾಗೂ ಗ್ರಾಮ ಪಂಚಾಯಿತಿಯಲ್ಲಿ ಮಾಹಿತಿ ಪರಿಶೀಲಿಸಿ ಸಭೆಗೆ ವರದಿ ನೀಡಬೇಕು ಎಂದರು. ಪರಿಶಿಷ್ಟ ಜಾತಿ ಪಂಗಡದವರು ಪೊಲೀಸ್ ಇಲಾಖೆಯಲ್ಲಿ ದಾಖಲಿಸುವ ಪ್ರಕರಣಗಳ ಬಗ್ಗೆ ಸಮಿತಿಯ ಮುಂದೆ ಮಾಹಿತಿ ಇಡಬೇಕು ಎಂದರು. ಸಭೆಯಲ್ಲಿ ಅಪರ ಜಿಲ್ಲಾ ಪೊಲೀಸ್ ವರಿಷ್ಠಾಧಿಕಾರಿ ತಿಮ್ಮಯ್ಯ, ಉಪವಿಭಾಗಾಧಿಕಾರಿ ಶ್ರೀನಿವಾಸ್, ಸಮಾಜ ಕಲ್ಯಾಣ ಇಲಾಖೆ ಉಪನಿರ್ದೇಶಕ ಸಿದ್ದಲಿಂಗೇಶ್ ಸೇರಿದಂತೆ ಸಮುದಾಯದ ಮುಖ್ಯಸ್ಥರು ಉಪಸ್ಥಿತರಿದ್ದರು.: [738, 107, 936, 251]
